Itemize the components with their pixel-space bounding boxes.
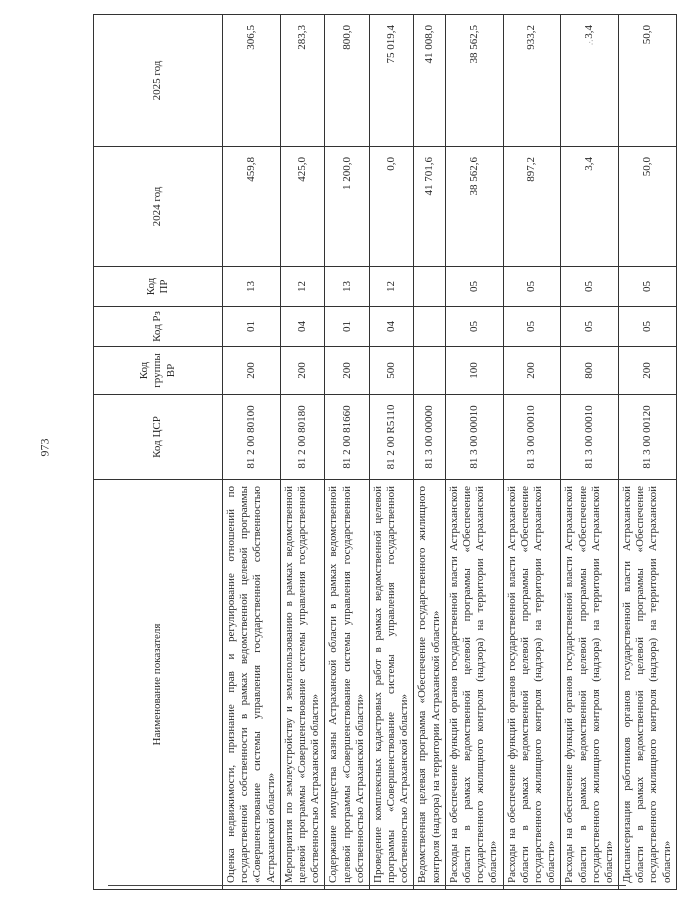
row-2024: 459,8 (223, 147, 281, 267)
table-row (445, 15, 503, 890)
table-row (369, 15, 414, 890)
table-row (280, 15, 325, 890)
row-vr: 800 (561, 347, 619, 395)
row-2024: 897,2 (503, 147, 561, 267)
row-2025: 3,4 (561, 15, 619, 147)
row-2025: 38 562,5 (445, 15, 503, 147)
row-2025: 75 019,4 (369, 15, 414, 147)
row-2024: 0,0 (369, 147, 414, 267)
header-name: Наименование показателя (94, 480, 223, 890)
table-row (503, 15, 561, 890)
row-csr: 81 3 00 00010 (503, 395, 561, 480)
row-csr: 81 3 00 00010 (445, 395, 503, 480)
row-vr: 100 (445, 347, 503, 395)
row-2024: 41 701,6 (414, 147, 445, 267)
table-header-row (94, 15, 223, 890)
row-2025: 283,3 (280, 15, 325, 147)
row-rz: 04 (369, 307, 414, 347)
table-row (223, 15, 281, 890)
row-rz: 05 (445, 307, 503, 347)
row-pr: 05 (503, 267, 561, 307)
header-2024: 2024 год (94, 147, 223, 267)
row-vr: 200 (223, 347, 281, 395)
table-row (414, 15, 445, 890)
row-2024: 50,0 (619, 147, 677, 267)
row-name: Расходы на обеспечение функций органов государственной власти Астраханской области в рамках ведомственной целевой программы «Обеспечение государственного жилищного контроля (надзора) на территории Астраханской области» (445, 480, 503, 890)
row-2024: 3,4 (561, 147, 619, 267)
row-vr: 200 (503, 347, 561, 395)
row-name: Расходы на обеспечение функций органов государственной власти Астраханской области в рамках ведомственной целевой программы «Обеспечение государственного жилищного контроля (надзора) на территории Астраханской области» (503, 480, 561, 890)
row-name: Оценка недвижимости, признание прав и регулирование отношений по государственной собственности в рамках ведомственной целевой программы «Совершенствование системы управления государственной собственностью Астраханской области» (223, 480, 281, 890)
row-rz: 01 (223, 307, 281, 347)
table-row (561, 15, 619, 890)
table-row (619, 15, 677, 890)
row-vr (414, 347, 445, 395)
row-2025: 50,0 (619, 15, 677, 147)
row-vr: 200 (280, 347, 325, 395)
header-rz: Код Рз (94, 307, 223, 347)
row-pr: 12 (280, 267, 325, 307)
row-vr: 200 (619, 347, 677, 395)
row-2025: 933,2 (503, 15, 561, 147)
row-pr: 05 (561, 267, 619, 307)
row-rz: 05 (503, 307, 561, 347)
row-2024: 38 562,6 (445, 147, 503, 267)
row-2025: 800,0 (325, 15, 370, 147)
header-2025: 2025 год (94, 15, 223, 147)
table-row (325, 15, 370, 890)
budget-table (93, 14, 677, 890)
row-csr: 81 2 00 81660 (325, 395, 370, 480)
row-csr: 81 2 00 80100 (223, 395, 281, 480)
row-csr: 81 3 00 00000 (414, 395, 445, 480)
row-pr (414, 267, 445, 307)
page-number: 973 (37, 438, 52, 457)
footer-divider (108, 885, 626, 886)
row-vr: 200 (325, 347, 370, 395)
row-name: Мероприятия по землеустройству и землепользованию в рамках ведомственной целевой программы «Совершенствование системы управления государственной собственностью Астраханской области» (280, 480, 325, 890)
row-rz: 05 (619, 307, 677, 347)
scan-mark: ⁖ (588, 38, 594, 49)
budget-table-rotated (93, 15, 673, 890)
row-rz: 01 (325, 307, 370, 347)
table-body (223, 15, 677, 890)
row-pr: 05 (445, 267, 503, 307)
row-name: Содержание имущества казны Астраханской области в рамках ведомственной целевой программы «Совершенствование системы управления государственной собственностью Астраханской области» (325, 480, 370, 890)
row-2024: 425,0 (280, 147, 325, 267)
row-rz: 04 (280, 307, 325, 347)
row-name: Проведение комплексных кадастровых работ в рамках ведомственной целевой программы «Совершенствование системы управления государственной собственностью Астраханской области» (369, 480, 414, 890)
row-csr: 81 3 00 00120 (619, 395, 677, 480)
row-vr: 500 (369, 347, 414, 395)
row-pr: 13 (223, 267, 281, 307)
header-csr: Код ЦСР (94, 395, 223, 480)
row-name: Ведомственная целевая программа «Обеспечение государственного жилищного контроля (надзора) на территории Астраханской области» (414, 480, 445, 890)
row-csr: 81 2 00 80180 (280, 395, 325, 480)
row-name: Расходы на обеспечение функций органов государственной власти Астраханской области в рамках ведомственной целевой программы «Обеспечение государственного жилищного контроля (надзора) на территории Астраханской области» (561, 480, 619, 890)
row-csr: 81 2 00 R5110 (369, 395, 414, 480)
row-rz (414, 307, 445, 347)
row-rz: 05 (561, 307, 619, 347)
header-pr: Код ПР (94, 267, 223, 307)
row-pr: 12 (369, 267, 414, 307)
row-2025: 41 008,0 (414, 15, 445, 147)
row-name: Диспансеризация работников органов государственной власти Астраханской области в рамках ведомственной целевой программы «Обеспечение государственного жилищного контроля (надзора) на территории Астраханской области» (619, 480, 677, 890)
row-pr: 13 (325, 267, 370, 307)
row-pr: 05 (619, 267, 677, 307)
header-vr: Код группы ВР (94, 347, 223, 395)
row-2024: 1 200,0 (325, 147, 370, 267)
row-csr: 81 3 00 00010 (561, 395, 619, 480)
row-2025: 306,5 (223, 15, 281, 147)
